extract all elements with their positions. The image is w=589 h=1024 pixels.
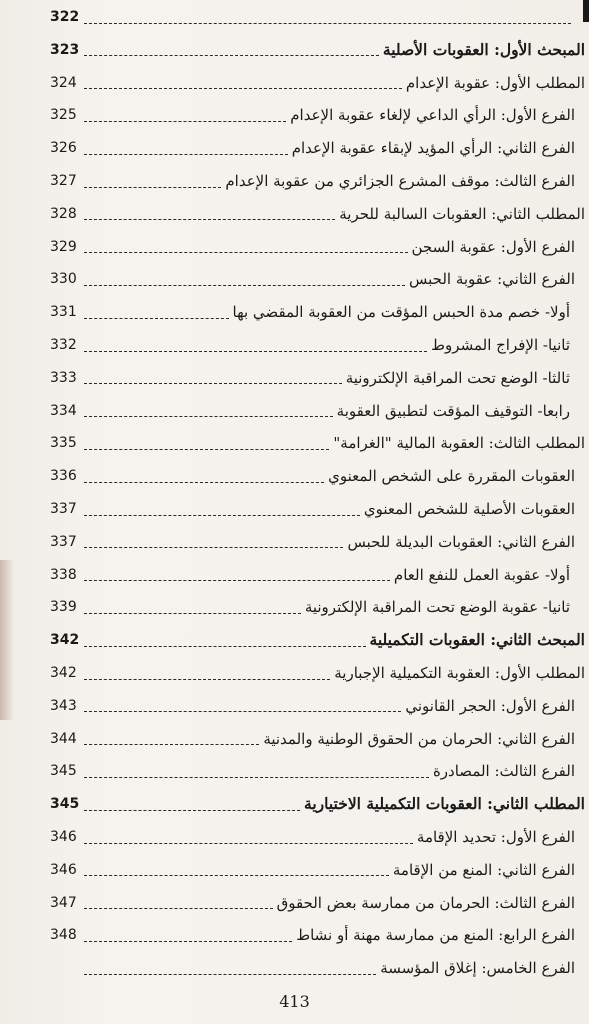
toc-entry [50,658,585,688]
toc-entry [50,35,585,65]
toc-entry-title: المبحث الأول: العقوبات الأصلية [382,39,585,59]
toc-entry-title: الفرع الأول: عقوبة السجن [411,237,575,256]
toc-entry [50,133,575,163]
toc-entry-title: أولا- عقوبة العمل للنفع العام [393,565,570,584]
dot-leader [84,416,333,417]
toc-entry [50,428,585,458]
toc-entry-page: 333 [50,369,77,386]
toc-entry-page: 343 [50,697,77,714]
toc-entry-page: 330 [50,271,77,288]
toc-entry [50,625,585,655]
dot-leader [84,482,324,483]
toc-entry-title: الفرع الثالث: الحرمان من ممارسة بعض الحقوق [276,893,575,912]
toc-entry-title: المطلب الثاني: العقوبات السالبة للحرية [339,204,585,223]
toc-entry-page: 347 [50,894,77,911]
toc-entry-title: المطلب الأول: عقوبة الإعدام [405,73,585,92]
toc-entry [50,560,570,590]
toc-entry-title: الفرع الثالث: موقف المشرع الجزائري من عقوبة الإعدام [225,172,575,190]
dot-leader [84,547,343,548]
toc-entry-page: 328 [50,205,77,222]
toc-entry-page: 322 [50,9,80,25]
toc-entry [50,297,570,327]
dot-leader [84,383,342,384]
toc-entry [50,920,575,950]
toc-entry [50,166,575,196]
toc-entry [50,592,570,622]
toc-entry-title: الفرع الأول: الحجر القانوني [405,696,575,715]
toc-entry-title: العقوبات الأصلية للشخص المعنوي [363,500,575,518]
toc-entry-title: ثانيا- عقوبة الوضع تحت المراقبة الإلكترونية [304,598,570,617]
toc-entry [50,953,575,983]
toc-entry-title: المطلب الثالث: العقوبة المالية "الغرامة" [333,434,585,453]
dot-leader [84,974,376,975]
toc-entry-page: 324 [50,74,77,91]
dot-leader [84,679,330,680]
toc-entry-page: 326 [50,140,77,157]
dot-leader [84,285,405,286]
dot-leader [84,351,427,352]
toc-entry-page: 329 [50,238,77,255]
dot-leader [84,711,401,712]
toc-entry-page: 336 [50,468,77,485]
toc-entry [50,855,575,885]
toc-entry-page: 323 [50,41,80,58]
toc-entry-title: الفرع الأول: تحديد الإقامة [416,828,575,846]
toc-entry-title: الفرع الثاني: المنع من الإقامة [392,860,575,879]
page-number: 413 [279,992,310,1011]
toc-entry-page: 346 [50,861,77,878]
toc-entry [50,199,585,229]
dot-leader [84,187,221,188]
toc-entry [50,789,585,819]
toc-entry-title: العقوبات المقررة على الشخص المعنوي [328,467,575,486]
toc-entry [50,330,570,360]
toc-entry-page: 327 [50,173,77,189]
toc-entry-title: المبحث الثاني: العقوبات التكميلية [369,630,585,650]
dot-leader [84,55,379,56]
toc-entry-title: ثالثا- الوضع تحت المراقبة الإلكترونية [345,368,570,387]
toc-entry-page: 345 [50,796,80,813]
toc-entry [50,68,585,98]
toc-entry-title: الفرع الثاني: عقوبة الحبس [409,270,575,289]
toc-entry-page: 337 [50,533,77,550]
dot-leader [84,23,571,24]
toc-entry [50,2,575,32]
toc-entry [50,100,575,130]
toc-entry-title: أولا- خصم مدة الحبس المؤقت من العقوبة المقضي بها [232,303,570,322]
toc-entry-title: رابعا- التوقيف المؤقت لتطبيق العقوبة [336,401,570,420]
toc-entry-page: 348 [50,927,77,944]
dot-leader [84,908,273,909]
toc-entry-page: 337 [50,501,77,517]
toc-entry [50,396,570,426]
toc-entry [50,527,575,557]
toc-entry [50,756,575,786]
toc-entry [50,724,575,754]
dot-leader [84,318,229,319]
toc-entry-page: 339 [50,599,77,616]
dot-leader [84,941,292,942]
toc-entry-page: 345 [50,763,77,780]
dot-leader [84,580,390,581]
toc-entry-title: الفرع الثاني: العقوبات البديلة للحبس [347,532,575,551]
dot-leader [84,613,301,614]
toc-entry-page: 338 [50,566,77,583]
dot-leader [84,219,335,220]
toc-entry-page: 342 [50,632,80,649]
dot-leader [84,121,286,122]
toc-entry [50,232,575,262]
toc-entry-title: المطلب الأول: العقوبة التكميلية الإجبارية [334,664,585,682]
toc-entry-title: الفرع الخامس: إغلاق المؤسسة [380,959,575,978]
dot-leader [84,88,402,89]
toc-entry-title: ثانيا- الإفراج المشروط [431,336,570,354]
toc-entry-title: الفرع الثالث: المصادرة [432,762,575,781]
toc-entry [50,264,575,294]
toc-entry [50,888,575,918]
toc-entry-title: الفرع الثاني: الرأي المؤيد لإبقاء عقوبة الإعدام [291,139,575,158]
toc-entry-page: 325 [50,107,77,124]
toc-entry [50,822,575,852]
dot-leader [84,646,366,647]
toc-entry [50,494,575,524]
toc-entry-page: 334 [50,402,77,419]
toc-entry-page: 335 [50,435,77,452]
toc-entry-page: 346 [50,829,77,845]
toc-entry-title: الفرع الأول: الرأي الداعي لإلغاء عقوبة الإعدام [290,106,575,125]
dot-leader [84,843,413,844]
dot-leader [84,449,329,450]
toc-entry [50,691,575,721]
dot-leader [84,515,360,516]
toc-entry-page: 332 [50,337,77,353]
dot-leader [84,744,259,745]
toc-entry [50,461,575,491]
toc-entry [50,363,570,393]
toc-entry-title: المطلب الثاني: العقوبات التكميلية الاختيارية [304,794,585,814]
toc-entry-title: الفرع الثاني: الحرمان من الحقوق الوطنية والمدنية [263,729,575,748]
dot-leader [84,154,288,155]
dot-leader [84,777,429,778]
toc-entry-page: 342 [50,665,77,681]
toc-entry-title: الفرع الرابع: المنع من ممارسة مهنة أو نشاط [296,926,575,945]
dot-leader [84,252,408,253]
toc-entry-page: 331 [50,304,77,321]
toc-entry-page: 344 [50,730,77,747]
dot-leader [84,875,389,876]
dot-leader [84,810,300,811]
